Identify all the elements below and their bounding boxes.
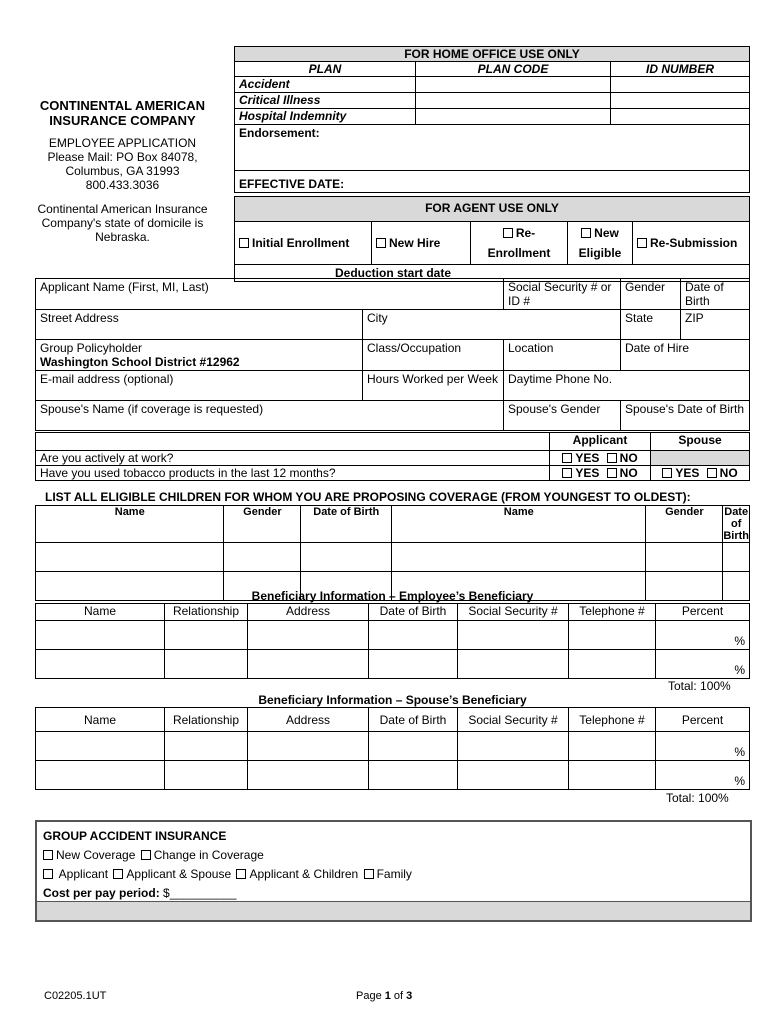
home-office-header: FOR HOME OFFICE USE ONLY	[235, 47, 750, 62]
ben-field[interactable]	[36, 761, 165, 790]
initial-enrollment-option[interactable]: Initial Enrollment	[235, 222, 372, 265]
col-id-number: ID NUMBER	[611, 62, 750, 77]
agent-header: FOR AGENT USE ONLY	[235, 197, 750, 222]
ben-field[interactable]	[569, 761, 656, 790]
form-code: C02205.1UT	[44, 990, 107, 1002]
child-field[interactable]	[646, 543, 723, 572]
id-number-field[interactable]	[611, 93, 750, 109]
checkbox-icon	[581, 228, 591, 238]
domicile-line1: Continental American Insurance	[37, 202, 208, 216]
ben-col-ssn: Social Security #	[458, 708, 569, 732]
ben-field[interactable]	[369, 732, 458, 761]
ben-field[interactable]	[248, 732, 369, 761]
shaded-bar	[37, 901, 750, 920]
ben-col-name: Name	[36, 604, 165, 621]
change-coverage-option[interactable]: Change in Coverage	[141, 848, 264, 862]
new-eligible-option[interactable]: New Eligible	[568, 222, 633, 265]
domicile-line2: Company's state of domicile is	[41, 216, 204, 230]
col-plan: PLAN	[235, 62, 416, 77]
ben-col-dob: Date of Birth	[369, 604, 458, 621]
table-row	[36, 732, 750, 761]
checkbox-icon	[239, 238, 249, 248]
checkbox-icon	[113, 869, 123, 879]
ben-field[interactable]	[569, 621, 656, 650]
cost-field[interactable]: $__________	[163, 886, 237, 900]
checkbox-icon	[141, 850, 151, 860]
ben-col-ssn: Social Security #	[458, 604, 569, 621]
group-accident-title: GROUP ACCIDENT INSURANCE	[43, 829, 227, 843]
street-address-field[interactable]: Street Address	[36, 310, 363, 340]
company-name-line1: CONTINENTAL AMERICAN	[39, 98, 206, 113]
checkbox-icon	[43, 869, 53, 879]
cost-row: Cost per pay period: $__________	[43, 886, 237, 900]
ben-col-telephone: Telephone #	[569, 708, 656, 732]
applicant-children-option[interactable]: Applicant & Children	[236, 867, 358, 881]
ben-col-telephone: Telephone #	[569, 604, 656, 621]
ben-col-relationship: Relationship	[165, 708, 248, 732]
child-col-dob: Date of Birth	[723, 506, 750, 542]
spouse-beneficiary-table	[35, 707, 750, 790]
checkbox-icon	[236, 869, 246, 879]
table-row	[36, 621, 750, 650]
date-of-hire-field[interactable]: Date of Hire	[621, 340, 750, 371]
applicant-option[interactable]: Applicant	[43, 867, 108, 881]
mail-city: Columbus, GA 31993	[65, 164, 180, 178]
zip-field[interactable]: ZIP	[681, 310, 750, 340]
family-option[interactable]: Family	[364, 867, 412, 881]
class-occupation-field[interactable]: Class/Occupation	[363, 340, 504, 371]
child-col-dob: Date of Birth	[301, 506, 392, 543]
checkbox-icon	[637, 238, 647, 248]
applicant-tobacco-answer[interactable]: YES NO	[550, 466, 651, 481]
ben-field[interactable]	[36, 732, 165, 761]
children-table	[35, 505, 750, 601]
spouse-dob-field[interactable]: Spouse's Date of Birth	[621, 401, 750, 431]
new-hire-option[interactable]: New Hire	[372, 222, 471, 265]
questions-header-blank	[36, 433, 550, 451]
question-tobacco: Have you used tobacco products in the last 12 months?	[36, 466, 550, 481]
ben-field[interactable]	[458, 732, 569, 761]
percent-field[interactable]: %	[656, 732, 750, 761]
spouse-ben-total: Total: 100%	[666, 791, 729, 805]
daytime-phone-field[interactable]: Daytime Phone No.	[504, 371, 750, 401]
col-spouse: Spouse	[651, 433, 750, 451]
coverage-tier-row	[43, 865, 744, 884]
child-col-gender: Gender	[646, 506, 723, 543]
effective-date-field[interactable]: EFFECTIVE DATE:	[235, 171, 750, 193]
spouse-beneficiary-title: Beneficiary Information – Spouse’s Beneficiary	[258, 693, 527, 707]
applicant-name-field[interactable]: Applicant Name (First, MI, Last)	[36, 279, 504, 310]
ben-col-percent: Percent	[656, 604, 750, 621]
checkbox-icon	[503, 228, 513, 238]
deduction-start-date[interactable]: Deduction start date ____________________	[235, 265, 750, 282]
gender-field[interactable]: Gender	[621, 279, 681, 310]
ben-field[interactable]	[36, 650, 165, 679]
ben-field[interactable]	[458, 621, 569, 650]
applicant-work-answer[interactable]: YES NO	[550, 451, 651, 466]
percent-field[interactable]: %	[656, 761, 750, 790]
child-col-gender: Gender	[224, 506, 301, 543]
plan-code-field[interactable]	[416, 109, 611, 125]
child-field[interactable]	[723, 543, 750, 572]
plan-code-field[interactable]	[416, 93, 611, 109]
child-field[interactable]	[392, 543, 646, 572]
location-field[interactable]: Location	[504, 340, 621, 371]
ben-field[interactable]	[569, 650, 656, 679]
ben-col-relationship: Relationship	[165, 604, 248, 621]
child-col-name: Name	[392, 506, 646, 543]
ben-col-address: Address	[248, 604, 369, 621]
questions-table	[35, 432, 750, 481]
group-accident-box	[35, 820, 752, 922]
ben-field[interactable]	[36, 621, 165, 650]
child-field[interactable]	[301, 543, 392, 572]
company-block	[30, 98, 215, 244]
ben-field[interactable]	[569, 732, 656, 761]
table-row	[36, 543, 750, 572]
table-row	[36, 761, 750, 790]
group-policyholder-field[interactable]: Group Policyholder Washington School District #12962	[36, 340, 363, 371]
state-field[interactable]: State	[621, 310, 681, 340]
ben-col-name: Name	[36, 708, 165, 732]
agent-table	[234, 196, 750, 282]
child-field[interactable]	[224, 543, 301, 572]
applicant-table	[35, 278, 750, 431]
coverage-type-row	[43, 846, 744, 865]
ben-field[interactable]	[165, 761, 248, 790]
company-name-line2: INSURANCE COMPANY	[49, 113, 196, 128]
plan-critical-illness: Critical Illness	[235, 93, 416, 109]
ben-field[interactable]	[248, 650, 369, 679]
ben-col-percent: Percent	[656, 708, 750, 732]
ben-field[interactable]	[248, 761, 369, 790]
city-field[interactable]: City	[363, 310, 621, 340]
document-title: EMPLOYEE APPLICATION	[48, 136, 197, 150]
spouse-name-field[interactable]: Spouse's Name (if coverage is requested)	[36, 401, 504, 431]
spouse-tobacco-answer[interactable]: YES NO	[651, 466, 750, 481]
endorsement-field[interactable]: Endorsement:	[235, 125, 750, 171]
children-title: LIST ALL ELIGIBLE CHILDREN FOR WHOM YOU ARE PROPOSING COVERAGE (FROM YOUNGEST TO OLDEST):	[45, 490, 691, 504]
id-number-field[interactable]	[611, 77, 750, 93]
spouse-work-answer	[651, 451, 750, 466]
question-active-work: Are you actively at work?	[36, 451, 550, 466]
ssn-field[interactable]: Social Security # or ID #	[504, 279, 621, 310]
employee-beneficiary-title: Beneficiary Information – Employee’s Beneficiary	[251, 589, 534, 603]
home-office-table	[234, 46, 750, 193]
ben-field[interactable]	[458, 650, 569, 679]
checkbox-icon	[376, 238, 386, 248]
employee-ben-total: Total: 100%	[668, 679, 731, 693]
checkbox-icon	[43, 850, 53, 860]
percent-field[interactable]: %	[656, 650, 750, 679]
ben-field[interactable]	[248, 621, 369, 650]
new-coverage-option[interactable]: New Coverage	[43, 848, 135, 862]
col-plan-code: PLAN CODE	[416, 62, 611, 77]
company-phone: 800.433.3036	[85, 178, 160, 192]
ben-field[interactable]	[369, 650, 458, 679]
ben-field[interactable]	[165, 621, 248, 650]
ben-col-dob: Date of Birth	[369, 708, 458, 732]
ben-field[interactable]	[165, 650, 248, 679]
ben-field[interactable]	[369, 621, 458, 650]
page-number: Page 1 of 3	[356, 990, 413, 1002]
employee-beneficiary-table	[35, 603, 750, 679]
re-enrollment-option[interactable]: Re- Enrollment	[471, 222, 568, 265]
checkbox-icon	[364, 869, 374, 879]
ben-field[interactable]	[165, 732, 248, 761]
domicile-line3: Nebraska.	[95, 230, 150, 244]
ben-field[interactable]	[458, 761, 569, 790]
percent-field[interactable]: %	[656, 621, 750, 650]
applicant-spouse-option[interactable]: Applicant & Spouse	[113, 867, 231, 881]
mail-address: Please Mail: PO Box 84078,	[47, 150, 198, 164]
hours-worked-field[interactable]: Hours Worked per Week	[363, 371, 504, 401]
plan-code-field[interactable]	[416, 77, 611, 93]
id-number-field[interactable]	[611, 109, 750, 125]
ben-field[interactable]	[369, 761, 458, 790]
ben-col-address: Address	[248, 708, 369, 732]
table-row	[36, 650, 750, 679]
dob-field[interactable]: Date of Birth	[681, 279, 750, 310]
resubmission-option[interactable]: Re-Submission	[633, 222, 750, 265]
child-col-name: Name	[36, 506, 224, 543]
spouse-gender-field[interactable]: Spouse's Gender	[504, 401, 621, 431]
email-field[interactable]: E-mail address (optional)	[36, 371, 363, 401]
plan-accident: Accident	[235, 77, 416, 93]
child-field[interactable]	[36, 543, 224, 572]
col-applicant: Applicant	[550, 433, 651, 451]
plan-hospital-indemnity: Hospital Indemnity	[235, 109, 416, 125]
